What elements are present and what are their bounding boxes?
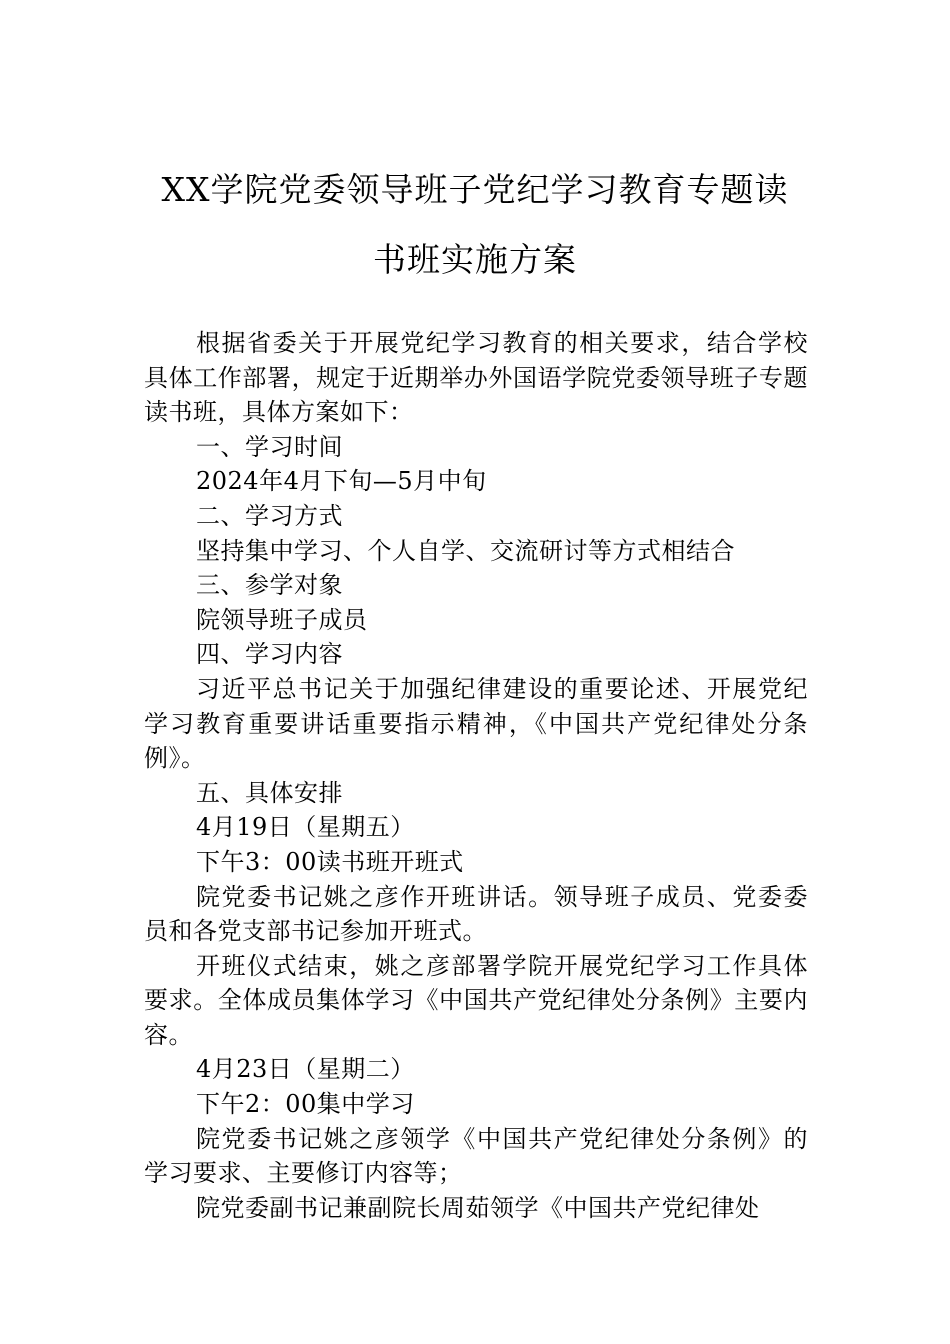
section-heading-participants: 三、参学对象	[196, 571, 343, 600]
schedule-date-2: 4月23日（星期二）	[196, 1055, 415, 1084]
schedule-detail-2b: 院党委副书记兼副院长周茹领学《中国共产党纪律处	[196, 1193, 760, 1222]
section-heading-study-content: 四、学习内容	[196, 640, 343, 669]
section-heading-study-method: 二、学习方式	[196, 501, 343, 530]
schedule-detail-1a: 院党委书记姚之彦作开班讲话。领导班子成员、党委委员和各党支部书记参加开班式。	[144, 882, 808, 946]
schedule-session-2: 下午2：00集中学习	[196, 1090, 415, 1119]
study-content-text: 习近平总书记关于加强纪律建设的重要论述、开展党纪学习教育重要讲话重要指示精神，《中国共产党纪律处分条例》。	[144, 674, 808, 773]
participants-text: 院领导班子成员	[196, 605, 368, 634]
schedule-session-1: 下午3：00读书班开班式	[196, 847, 464, 876]
document-title-line-2: 书班实施方案	[373, 240, 577, 279]
document-title-line-1: XX学院党委领导班子党纪学习教育专题读	[161, 170, 789, 209]
schedule-date-1: 4月19日（星期五）	[196, 813, 415, 842]
schedule-detail-2a: 院党委书记姚之彦领学《中国共产党纪律处分条例》的学习要求、主要修订内容等；	[144, 1124, 808, 1188]
section-heading-arrangement: 五、具体安排	[196, 778, 343, 807]
section-heading-study-time: 一、学习时间	[196, 432, 343, 461]
schedule-detail-1b: 开班仪式结束，姚之彦部署学院开展党纪学习工作具体要求。全体成员集体学习《中国共产党纪律处分条例》主要内容。	[144, 951, 808, 1049]
study-method-text: 坚持集中学习、个人自学、交流研讨等方式相结合	[196, 536, 735, 565]
intro-paragraph: 根据省委关于开展党纪学习教育的相关要求，结合学校具体工作部署，规定于近期举办外国语学院党委领导班子专题读书班，具体方案如下：	[144, 329, 808, 427]
document-body	[144, 326, 808, 1225]
study-time-text: 2024年4月下旬—5月中旬	[196, 467, 487, 496]
